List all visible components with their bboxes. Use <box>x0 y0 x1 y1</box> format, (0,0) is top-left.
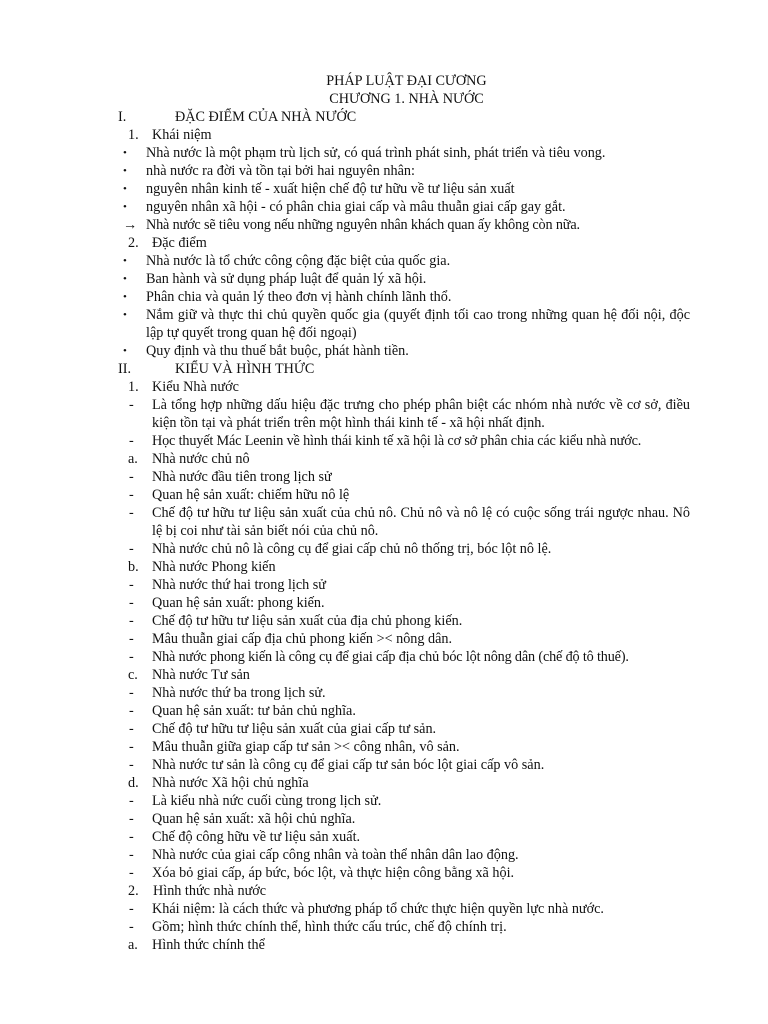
dash-marker: - <box>129 829 134 845</box>
bullet-item <box>123 342 690 360</box>
bullet-item <box>123 252 690 270</box>
dash-marker: - <box>129 541 134 557</box>
dash-text: Khái niệm: là cách thức và phương pháp tổ chức thực hiện quyền lực nhà nước. <box>152 901 604 917</box>
type-heading-a2 <box>123 936 690 954</box>
dash-text: Nhà nước thứ hai trong lịch sử <box>152 577 326 593</box>
subsection-marker: 1. <box>128 127 139 143</box>
dash-text: Gồm; hình thức chính thể, hình thức cấu trúc, chế độ chính trị. <box>152 919 507 935</box>
dash-item <box>123 918 690 936</box>
bullet-item <box>123 306 690 342</box>
dash-text: Nhà nước đầu tiên trong lịch sử <box>152 469 332 485</box>
chapter-title: CHƯƠNG 1. NHÀ NƯỚC <box>329 91 484 107</box>
bullet-icon: • <box>123 273 127 285</box>
dash-marker: - <box>129 487 134 503</box>
dash-marker: - <box>129 811 134 827</box>
dash-item <box>123 432 690 450</box>
dash-marker: - <box>129 919 134 935</box>
dash-item <box>123 540 690 558</box>
dash-item <box>123 864 690 882</box>
dash-text: Quan hệ sản xuất: chiếm hữu nô lệ <box>152 487 350 503</box>
bullet-icon: • <box>123 345 127 357</box>
bullet-item <box>123 180 690 198</box>
bullet-item <box>123 198 690 216</box>
dash-item <box>123 576 690 594</box>
bullet-text: Ban hành và sử dụng pháp luật để quản lý xã hội. <box>146 271 427 287</box>
dash-text: Chế độ công hữu về tư liệu sản xuất. <box>152 829 361 845</box>
bullet-text: Phân chia và quản lý theo đơn vị hành chính lãnh thổ. <box>146 289 452 305</box>
dash-marker: - <box>129 649 134 665</box>
dash-text: Là kiểu nhà nức cuối cùng trong lịch sử. <box>152 793 382 809</box>
dash-marker: - <box>129 631 134 647</box>
dash-marker: - <box>129 739 134 755</box>
type-marker: a. <box>128 451 138 467</box>
dash-text: Nhà nước tư sản là công cụ để giai cấp tư sản bóc lột giai cấp vô sản. <box>152 757 545 773</box>
subsection-heading-text: Hình thức nhà nước <box>153 883 267 899</box>
dash-marker: - <box>129 703 134 719</box>
subsection-marker: 1. <box>128 379 139 395</box>
type-heading-d <box>123 774 690 792</box>
section-heading-text: ĐẶC ĐIỂM CỦA NHÀ NƯỚC <box>175 109 357 125</box>
bullet-icon: • <box>123 291 127 303</box>
type-heading-text: Nhà nước Phong kiến <box>152 559 276 575</box>
section-heading-ii <box>118 360 690 378</box>
type-heading-text: Hình thức chính thể <box>152 937 265 953</box>
dash-item <box>123 684 690 702</box>
dash-marker: - <box>129 847 134 863</box>
dash-item <box>123 720 690 738</box>
dash-text: Quan hệ sản xuất: tư bản chủ nghĩa. <box>152 703 356 719</box>
bullet-text: Nhà nước là tổ chức công cộng đặc biệt của quốc gia. <box>146 253 451 269</box>
section-marker: II. <box>118 361 131 377</box>
type-heading-b <box>123 558 690 576</box>
dash-item <box>123 486 690 504</box>
dash-text: Quan hệ sản xuất: xã hội chủ nghĩa. <box>152 811 356 827</box>
dash-text: Nhà nước của giai cấp công nhân và toàn thể nhân dân lao động. <box>152 847 519 863</box>
dash-item <box>123 810 690 828</box>
dash-marker: - <box>129 685 134 701</box>
dash-item <box>123 630 690 648</box>
subsection-marker: 2. <box>128 883 139 899</box>
subsection-heading-text: Khái niệm <box>152 127 212 143</box>
type-heading-text: Nhà nước chủ nô <box>152 451 250 467</box>
subsection-heading-text: Kiểu Nhà nước <box>152 379 239 395</box>
section-heading-text: KIỂU VÀ HÌNH THỨC <box>175 361 315 377</box>
bullet-icon: • <box>123 255 127 267</box>
dash-marker: - <box>129 793 134 809</box>
bullet-item <box>123 162 690 180</box>
type-marker: d. <box>128 775 139 791</box>
bullet-icon: • <box>123 183 127 195</box>
bullet-item <box>123 144 690 162</box>
bullet-icon: • <box>123 165 127 177</box>
dash-text: Nhà nước chủ nô là công cụ để giai cấp chủ nô thống trị, bóc lột nô lệ. <box>152 541 552 557</box>
type-marker: a. <box>128 937 138 953</box>
section-marker: I. <box>118 109 127 125</box>
dash-item <box>123 504 690 540</box>
arrow-right-icon: → <box>123 217 138 233</box>
dash-marker: - <box>129 577 134 593</box>
bullet-text: nguyên nhân kinh tế - xuất hiện chế độ tư hữu về tư liệu sản xuất <box>146 181 515 197</box>
document-title: PHÁP LUẬT ĐẠI CƯƠNG <box>326 73 487 89</box>
bullet-icon: • <box>123 201 127 213</box>
dash-text: Chế độ tư hữu tư liệu sản xuất của chủ nô. Chủ nô và nô lệ có cuộc sống trái ngược nhau. Nô lệ bị coi như tài sản biết nói của chủ nô. <box>152 505 690 539</box>
dash-item <box>123 792 690 810</box>
dash-marker: - <box>129 865 134 881</box>
subsection-heading-text: Đặc điểm <box>152 235 207 251</box>
dash-item <box>123 468 690 486</box>
subsection-heading-1 <box>123 126 690 144</box>
type-marker: c. <box>128 667 138 683</box>
section-heading-i <box>118 108 690 126</box>
dash-item <box>123 648 690 666</box>
dash-marker: - <box>129 397 134 413</box>
dash-text: Mâu thuẫn giữa giap cấp tư sản >< công nhân, vô sản. <box>152 739 460 755</box>
bullet-text: nhà nước ra đời và tồn tại bởi hai nguyên nhân: <box>146 163 415 179</box>
subsection-heading-2 <box>123 234 690 252</box>
bullet-text: Nhà nước là một phạm trù lịch sử, có quá trình phát sinh, phát triển và tiêu vong. <box>146 145 606 161</box>
dash-text: Chế độ tư hữu tư liệu sản xuất của giai cấp tư sản. <box>152 721 437 737</box>
dash-marker: - <box>129 613 134 629</box>
dash-item <box>123 738 690 756</box>
bullet-icon: • <box>123 147 127 159</box>
dash-marker: - <box>129 757 134 773</box>
bullet-text: nguyên nhân xã hội - có phân chia giai cấp và mâu thuẫn giai cấp gay gắt. <box>146 199 566 215</box>
type-heading-text: Nhà nước Xã hội chủ nghĩa <box>152 775 309 791</box>
dash-marker: - <box>129 595 134 611</box>
dash-item <box>123 756 690 774</box>
dash-text: Mâu thuẫn giai cấp địa chủ phong kiến >< nông dân. <box>152 631 453 647</box>
subsection-heading-2 <box>123 882 690 900</box>
type-heading-c <box>123 666 690 684</box>
type-marker: b. <box>128 559 139 575</box>
dash-item <box>123 702 690 720</box>
dash-text: Quan hệ sản xuất: phong kiến. <box>152 595 325 611</box>
dash-item <box>123 396 690 432</box>
subsection-marker: 2. <box>128 235 139 251</box>
dash-text: Học thuyết Mác Leenin về hình thái kinh tế xã hội là cơ sở phân chia các kiểu nhà nước. <box>152 433 642 449</box>
bullet-item <box>123 270 690 288</box>
dash-text: Chế độ tư hữu tư liệu sản xuất của địa chủ phong kiến. <box>152 613 463 629</box>
dash-text: Là tổng hợp những dấu hiệu đặc trưng cho phép phân biệt các nhóm nhà nước về cơ sở, điều kiện tồn tại và phát triển trên một hình thái kinh tế - xã hội nhất định. <box>152 397 690 431</box>
dash-text: Nhà nước thứ ba trong lịch sử. <box>152 685 326 701</box>
bullet-icon: • <box>123 309 127 321</box>
arrow-text: Nhà nước sẽ tiêu vong nếu những nguyên nhân khách quan ấy không còn nữa. <box>146 217 580 233</box>
type-heading-a <box>123 450 690 468</box>
bullet-text: Nắm giữ và thực thi chủ quyền quốc gia (quyết định tối cao trong những quan hệ đối nội, độc lập tự quyết trong quan hệ đối ngoại) <box>146 307 690 341</box>
dash-item <box>123 594 690 612</box>
type-heading-text: Nhà nước Tư sản <box>152 667 250 683</box>
dash-marker: - <box>129 901 134 917</box>
arrow-conclusion <box>123 216 690 234</box>
subsection-heading-1 <box>123 378 690 396</box>
dash-item <box>123 828 690 846</box>
document-body <box>118 72 690 954</box>
dash-marker: - <box>129 433 134 449</box>
dash-marker: - <box>129 721 134 737</box>
dash-marker: - <box>129 505 134 521</box>
dash-text: Xóa bỏ giai cấp, áp bức, bóc lột, và thực hiện công bằng xã hội. <box>152 865 515 881</box>
dash-item <box>123 612 690 630</box>
bullet-item <box>123 288 690 306</box>
dash-item <box>123 900 690 918</box>
dash-item <box>123 846 690 864</box>
bullet-text: Quy định và thu thuế bắt buộc, phát hành tiền. <box>146 343 409 359</box>
dash-text: Nhà nước phong kiến là công cụ để giai cấp địa chủ bóc lột nông dân (chế độ tô thuế). <box>152 649 629 665</box>
dash-marker: - <box>129 469 134 485</box>
